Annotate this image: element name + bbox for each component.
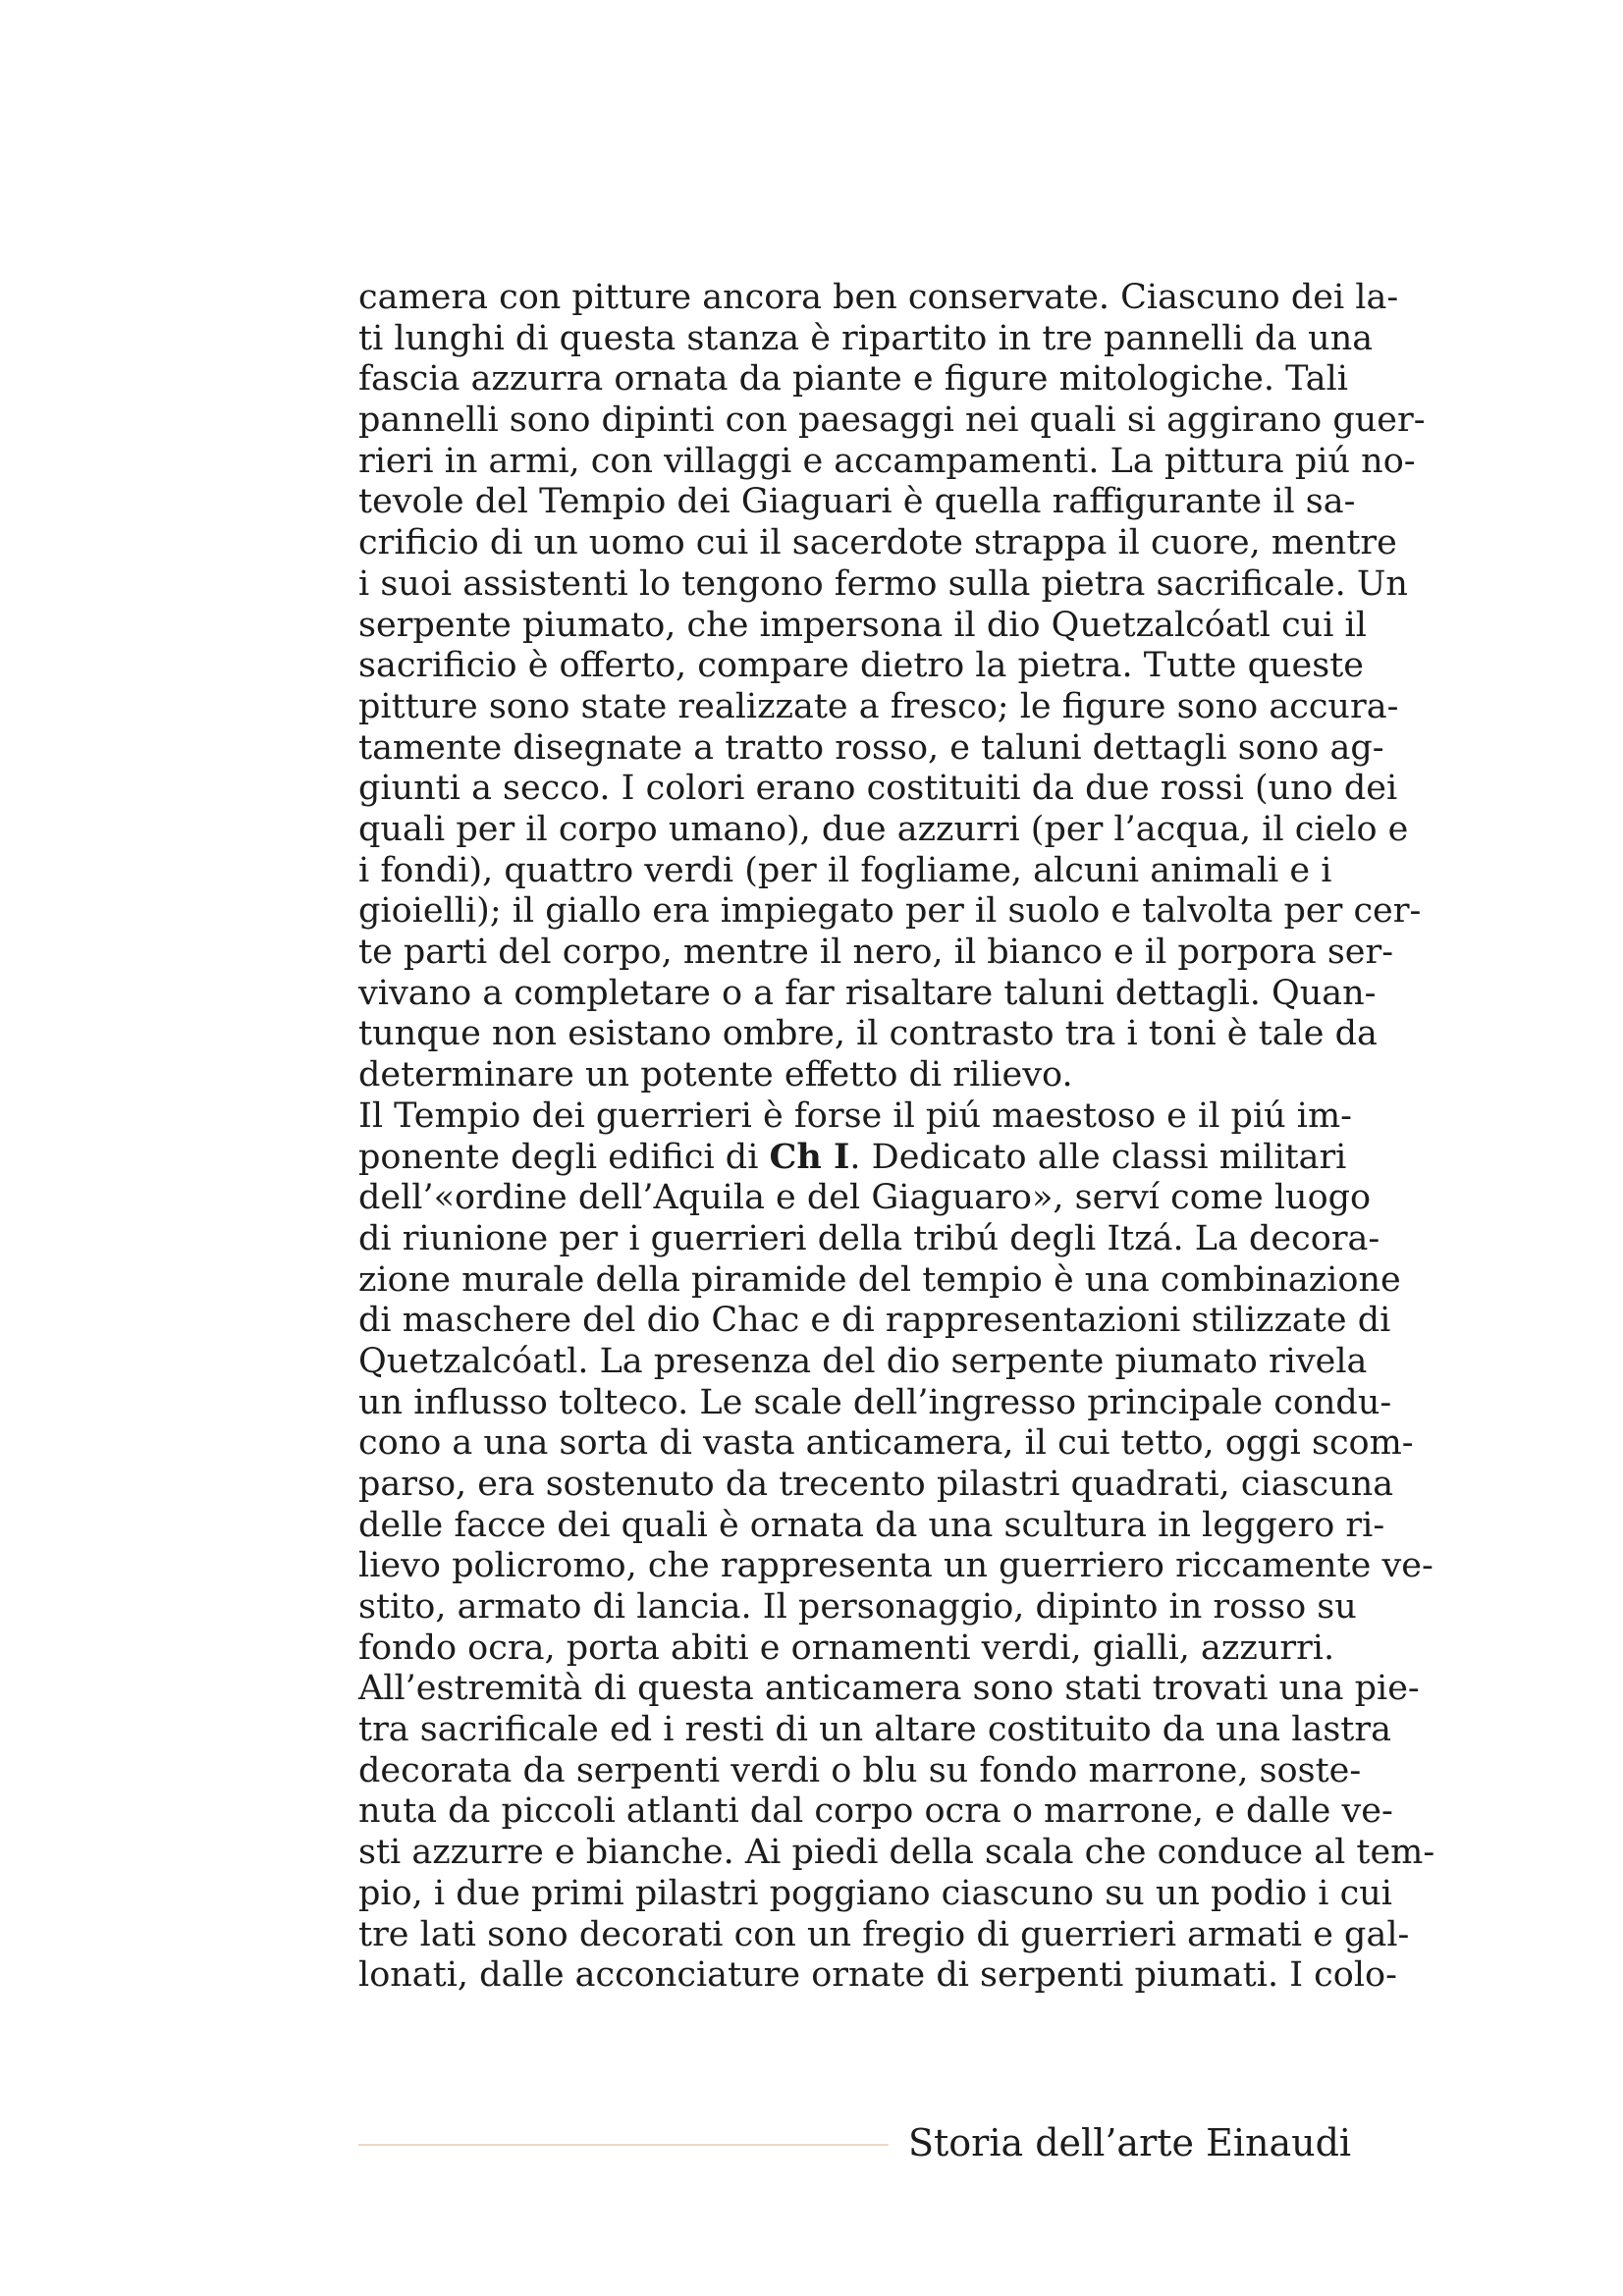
text-line: Il Tempio dei guerrieri è forse il piú maestoso e il piú im-: [358, 1095, 1353, 1136]
text-line: di maschere del dio Chac e di rappresentazioni stilizzate di: [358, 1301, 1391, 1341]
text-line: crificio di un uomo cui il sacerdote strappa il cuore, mentre: [358, 523, 1397, 563]
text-line: dell’«ordine dell’Aquila e del Giaguaro», serví come luogo: [358, 1178, 1372, 1218]
text-line: tunque non esistano ombre, il contrasto tra i toni è tale da: [358, 1014, 1378, 1054]
text-line: quali per il corpo umano), due azzurri (per l’acqua, il cielo e: [358, 809, 1409, 849]
text-line: delle facce dei quali è ornata da una scultura in leggero ri-: [358, 1505, 1385, 1545]
text-line: rieri in armi, con villaggi e accampamenti. La pittura piú no-: [358, 441, 1416, 481]
text-line: pannelli sono dipinti con paesaggi nei quali si aggirano guer-: [358, 400, 1426, 441]
text-line: vivano a completare o a far risaltare taluni dettagli. Quan-: [358, 973, 1377, 1013]
text-line: lievo policromo, che rappresenta un guerriero riccamente ve-: [358, 1546, 1434, 1586]
text-line: un influsso tolteco. Le scale dell’ingresso principale condu-: [358, 1382, 1392, 1422]
text-line: tra sacrificale ed i resti di un altare costituito da una lastra: [358, 1710, 1391, 1750]
text-line: tre lati sono decorati con un fregio di guerrieri armati e gal-: [358, 1914, 1410, 1954]
text-line: tevole del Tempio dei Giaguari è quella raffigurante il sa-: [358, 482, 1356, 522]
text-line: All’estremità di questa anticamera sono stati trovati una pie-: [358, 1669, 1420, 1709]
text-line: lonati, dalle acconciature ornate di serpenti piumati. I colo-: [358, 1955, 1397, 1996]
paragraph-end-line: determinare un potente effetto di rilievo.: [358, 1055, 1073, 1095]
site-abbreviation: Ch I: [769, 1137, 850, 1178]
text-fragment: . Dedicato alle classi militari: [849, 1138, 1347, 1178]
body-text: [358, 278, 1435, 1997]
text-line: cono a una sorta di vasta anticamera, il cui tetto, oggi scom-: [358, 1423, 1414, 1464]
text-line: camera con pitture ancora ben conservate. Ciascuno dei la-: [358, 278, 1399, 317]
text-line: gioielli); il giallo era impiegato per il suolo e talvolta per cer-: [358, 891, 1422, 932]
text-line: sacrificio è offerto, compare dietro la pietra. Tutte queste: [358, 646, 1364, 686]
text-line: sti azzurre e bianche. Ai piedi della scala che conduce al tem-: [358, 1833, 1435, 1873]
text-line: i suoi assistenti lo tengono fermo sulla pietra sacrificale. Un: [358, 563, 1408, 604]
text-line: tamente disegnate a tratto rosso, e taluni dettagli sono ag-: [358, 727, 1384, 768]
text-line: pio, i due primi pilastri poggiano ciascuno su un podio i cui: [358, 1873, 1392, 1913]
text-line: zione murale della piramide del tempio è una combinazione: [358, 1259, 1401, 1300]
text-line: ti lunghi di questa stanza è ripartito in tre pannelli da una: [358, 318, 1374, 358]
text-line: Quetzalcóatl. La presenza del dio serpente piumato rivela: [358, 1341, 1368, 1381]
text-line: decorata da serpenti verdi o blu su fondo marrone, soste-: [358, 1750, 1362, 1790]
text-line: fascia azzurra ornata da piante e figure mitologiche. Tali: [358, 359, 1348, 400]
text-line: nuta da piccoli atlanti dal corpo ocra o marrone, e dalle ve-: [358, 1791, 1393, 1832]
text-line: fondo ocra, porta abiti e ornamenti verdi, gialli, azzurri.: [358, 1628, 1335, 1668]
text-line: te parti del corpo, mentre il nero, il bianco e il porpora ser-: [358, 933, 1394, 972]
text-fragment: ponente degli edifici di: [358, 1138, 770, 1178]
text-line: giunti a secco. I colori erano costituiti da due rossi (uno dei: [358, 769, 1398, 809]
text-line: di riunione per i guerrieri della tribú degli Itzá. La decora-: [358, 1218, 1380, 1258]
text-line: pitture sono state realizzate a fresco; le figure sono accura-: [358, 686, 1399, 726]
footer-rule: [358, 2144, 889, 2146]
text-line: serpente piumato, che impersona il dio Quetzalcóatl cui il: [358, 605, 1367, 645]
text-line: stito, armato di lancia. Il personaggio, dipinto in rosso su: [358, 1587, 1357, 1627]
footer-series-title: Storia dell’arte Einaudi: [908, 2121, 1352, 2164]
text-line-with-bold: [358, 1137, 1347, 1178]
text-line: parso, era sostenuto da trecento pilastri quadrati, ciascuna: [358, 1464, 1394, 1504]
text-line: i fondi), quattro verdi (per il fogliame, alcuni animali e i: [358, 850, 1332, 890]
